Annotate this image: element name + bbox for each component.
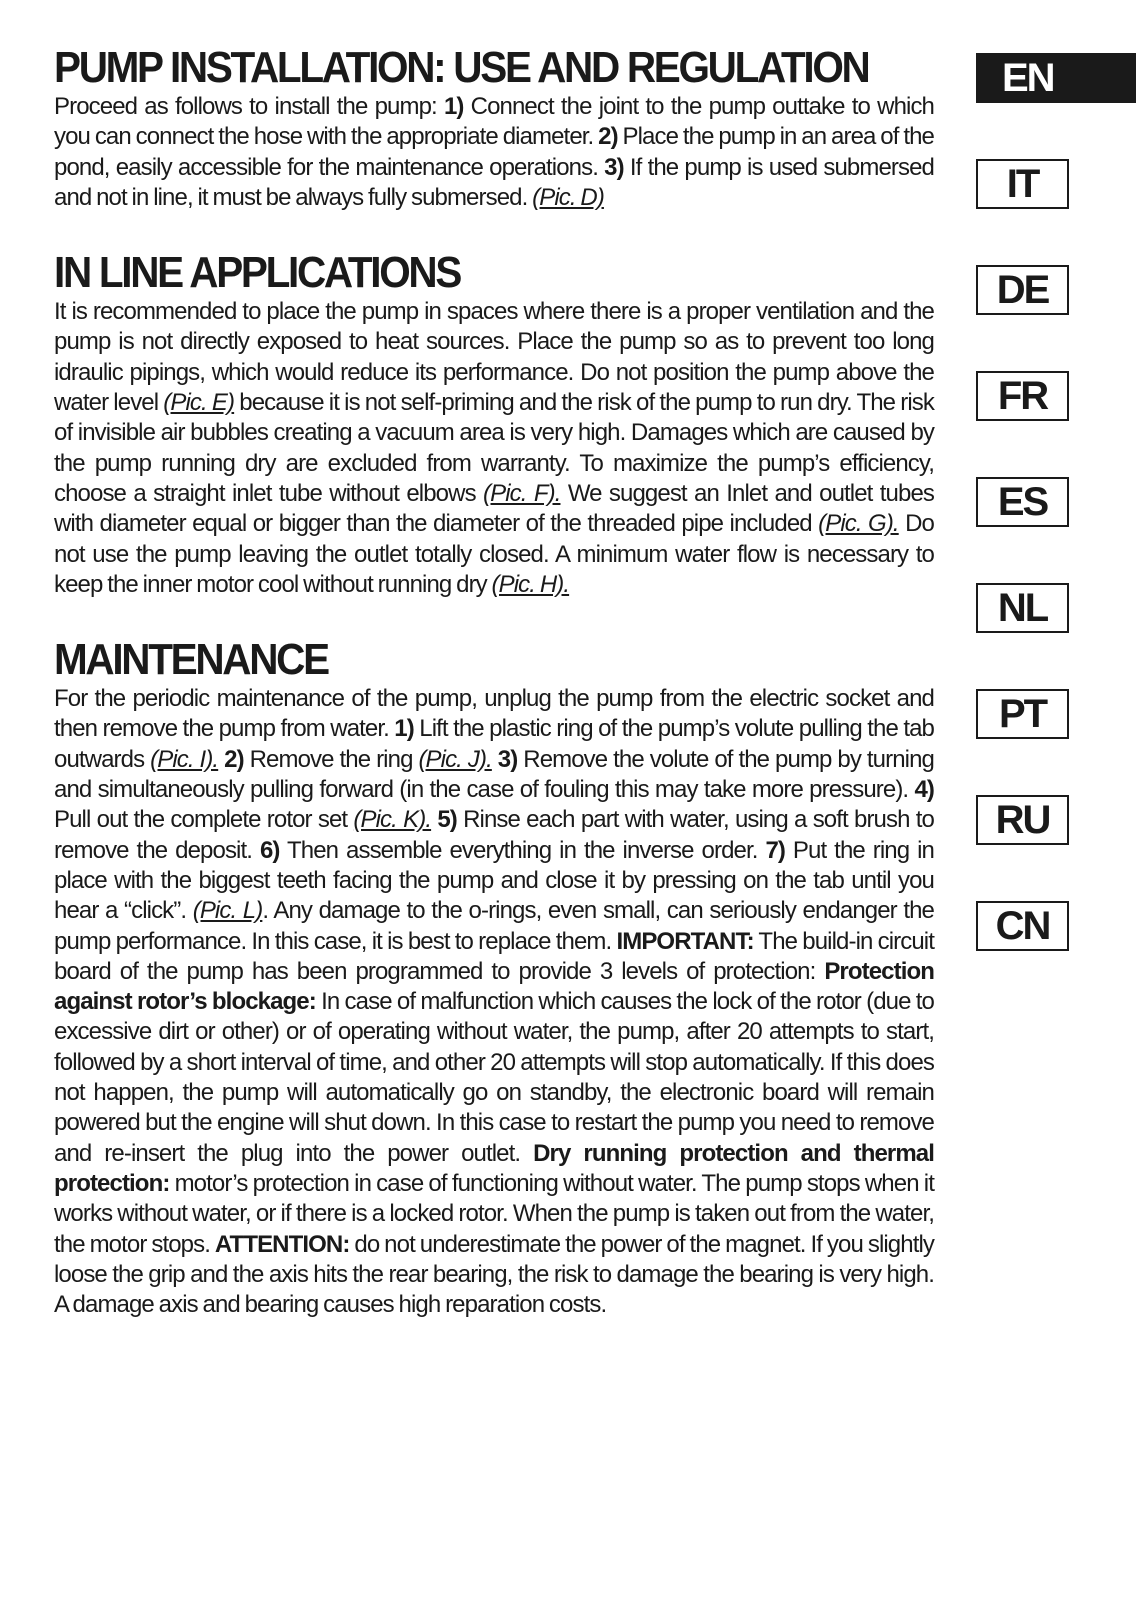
bold-text: 6): [259, 836, 280, 864]
lang-tab-es[interactable]: ES: [976, 477, 1069, 527]
body-text: . Any damage to the o-rings, even small, can seriously endanger the pump performance. In this case, it is best to replace them.: [54, 897, 934, 955]
body-text: For the periodic maintenance of the pump, unplug the pump from the electric socket and then remove the pump from water.: [54, 685, 934, 743]
section-title: MAINTENANCE: [54, 635, 328, 685]
picture-reference: (Pic. G).: [818, 510, 899, 538]
bold-text: Dry running protection and thermal protection:: [54, 1139, 934, 1197]
picture-reference: (Pic. I).: [150, 745, 219, 773]
picture-reference: (Pic. H).: [491, 570, 570, 598]
body-text: Rinse each part with water, using a soft brush to remove the deposit.: [54, 806, 934, 864]
lang-tab-cn[interactable]: CN: [976, 901, 1069, 951]
body-text: Then assemble everything in the inverse order.: [279, 836, 766, 864]
lang-tab-en[interactable]: EN: [976, 53, 1136, 103]
manual-content: [54, 44, 934, 1320]
lang-tab-nl[interactable]: NL: [976, 583, 1069, 633]
bold-text: 2): [598, 123, 618, 151]
body-text: Remove the ring: [243, 745, 419, 773]
bold-text: 1): [394, 715, 414, 743]
section-body: [54, 92, 934, 213]
lang-tab-ru[interactable]: RU: [976, 795, 1069, 845]
body-text: Lift the plastic ring of the pump’s volute pulling the tab outwards: [54, 715, 934, 773]
lang-tab-pt[interactable]: PT: [976, 689, 1069, 739]
body-text: Do not use the pump leaving the outlet totally closed. A minimum water flow is necessary to keep the inner motor cool without running dry: [54, 510, 935, 598]
section-in-line-applications: [54, 249, 934, 600]
body-text: In case of malfunction which causes the lock of the rotor (due to excessive dirt or other) or of operating without water, the pump, after 20 attempts to start, followed by a short interval of time, and other 20 attempts will stop automatically. If this does not happen, the pump will automatically go on standby, the electronic board will remain powered but the engine will shut down. In this case to restart the pump you need to remove and re-insert the plug into the power outlet.: [54, 988, 934, 1167]
bold-text: IMPORTANT:: [616, 927, 754, 955]
bold-text: 2): [224, 745, 244, 773]
body-text: Proceed as follows to install the pump:: [54, 93, 444, 120]
lang-tab-de[interactable]: DE: [976, 265, 1069, 315]
bold-text: ATTENTION:: [214, 1230, 350, 1258]
section-body: [54, 684, 934, 1320]
bold-text: 3): [604, 153, 624, 181]
section-title: PUMP INSTALLATION: USE AND REGULATION: [54, 43, 869, 92]
body-text: do not underestimate the power of the magnet. If you slightly loose the grip and the axis hits the rear bearing, the risk to damage the bearing is very high. A damage axis and bearing causes high reparation costs.: [54, 1230, 934, 1319]
body-text: Remove the volute of the pump by turning and simultaneously pulling forward (in the case of fouling this may take more pressure).: [54, 745, 934, 804]
section-maintenance: [54, 636, 934, 1320]
lang-tab-it[interactable]: IT: [976, 159, 1069, 209]
section-title: IN LINE APPLICATIONS: [54, 248, 461, 298]
body-text: The build-in circuit board of the pump has been programmed to provide 3 levels of protection:: [54, 927, 934, 985]
lang-tab-fr[interactable]: FR: [976, 371, 1069, 421]
picture-reference: (Pic. K).: [353, 806, 432, 834]
body-text: Put the ring in place with the biggest teeth facing the pump and close it by pressing on the tab until you hear a “click”.: [54, 836, 935, 925]
body-text: We suggest an Inlet and outlet tubes with diameter equal or bigger than the diameter of the threaded pipe included: [54, 479, 935, 538]
body-text: Pull out the complete rotor set: [54, 806, 354, 834]
picture-reference: (Pic. L): [192, 897, 263, 925]
picture-reference: (Pic. D): [532, 183, 604, 211]
body-text: Place the pump in an area of the pond, easily accessible for the maintenance operations.: [54, 123, 934, 181]
bold-text: 7): [765, 836, 785, 864]
picture-reference: (Pic. J).: [418, 745, 492, 773]
picture-reference: (Pic. E): [163, 389, 235, 417]
section-pump-installation: [54, 44, 934, 213]
body-text: because it is not self-priming and the risk of the pump to run dry. The risk of invisible air bubbles creating a vacuum area is very high. Damages which are caused by the pump running dry are excluded from warranty. To maximize the pump’s efficiency, choose a straight inlet tube without elbows: [54, 389, 934, 507]
body-text: motor’s protection in case of functioning without water. The pump stops when it works without water, or if there is a locked rotor. When the pump is taken out from the water, the motor stops.: [54, 1169, 934, 1258]
bold-text: 3): [497, 745, 518, 773]
section-body: [54, 297, 934, 600]
body-text: If the pump is used submersed and not in line, it must be always fully submersed.: [54, 153, 934, 211]
bold-text: 4): [914, 776, 934, 804]
bold-text: Protection against rotor’s blockage:: [54, 957, 934, 1016]
body-text: It is recommended to place the pump in spaces where there is a proper ventilation and the pump is not directly exposed to heat sources. Place the pump so as to prevent too long idraulic pipings, which would reduce its performance. Do not position the pump above the water level: [54, 298, 934, 417]
bold-text: 1): [443, 93, 464, 120]
body-text: Connect the joint to the pump outtake to which you can connect the hose with the appropriate diameter.: [54, 93, 934, 151]
bold-text: 5): [437, 806, 457, 834]
picture-reference: (Pic. F).: [483, 479, 561, 507]
